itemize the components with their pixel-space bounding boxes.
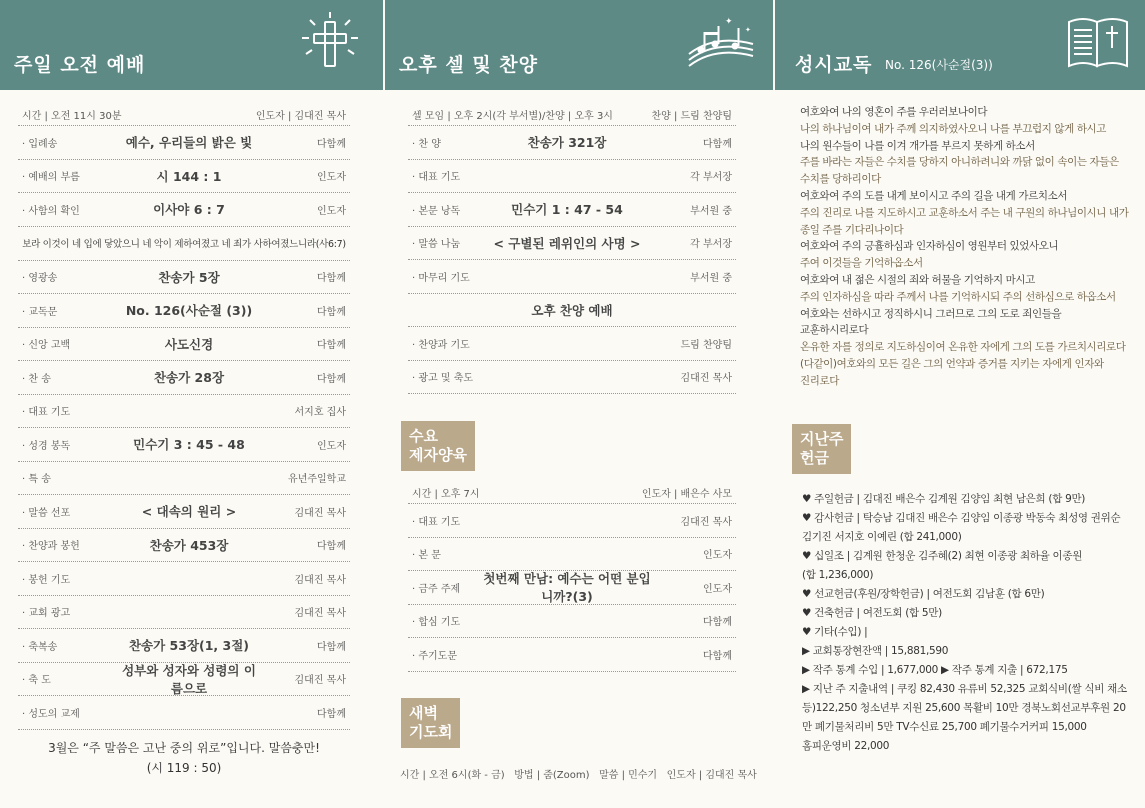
order-person: 다함께 [703,617,732,629]
order-label: · 금주 주제 [412,583,461,595]
order-row [408,260,736,294]
music-notes-icon [685,14,757,74]
offering-line: (합 1,236,000) [802,569,874,581]
service-info [408,104,736,126]
congregation-line: (다같이)여호와의 모든 길은 그의 언약과 증거를 지키는 자에게 인자와 [800,357,1104,370]
order-label: · 영광송 [22,273,58,285]
order-row [408,504,736,538]
order-row [18,361,350,395]
offering-line: ♥ 선교헌금(후원/장학헌금) | 여전도회 김남훈 (합 6만) [802,588,1045,600]
congregation-line: 수치를 당하리이다 [800,173,881,186]
subheading-row [408,294,736,328]
order-label: · 말씀 나눔 [412,239,461,251]
leader-line: 교훈하시리로다 [800,324,869,337]
service-time: 시간 | 오전 11시 30분 [22,111,122,122]
order-label: · 축복송 [22,641,58,653]
order-content: 사도신경 [164,336,214,352]
order-person: 김대진 목사 [294,574,346,586]
congregation-line: 주여 이것들을 기억하옵소서 [800,257,923,270]
offering-line: 만 폐기물처리비 5만 TV수신료 25,700 폐기물수거커피 15,000 [802,721,1087,733]
order-row [408,571,736,605]
order-row [18,596,350,630]
leader-line: 여호와는 선하시고 정직하시니 그러므로 그의 도로 죄인들을 [800,307,1062,320]
order-person: 각 부서장 [690,172,732,184]
order-person: 김대진 목사 [680,516,732,528]
order-content: 민수기 3 : 45 - 48 [133,437,245,453]
order-row [18,328,350,362]
wednesday-order [408,472,736,672]
page-title: 오후 셀 및 찬양 [399,54,538,76]
order-person: 부서원 중 [690,205,732,217]
service-leader: 인도자 | 김대진 목사 [255,111,346,122]
monthly-theme-text: 3월은 “주 말씀은 고난 중의 위로”입니다. 말씀충만! [48,740,320,755]
order-row [18,428,350,462]
order-content: 찬송가 453장 [149,537,229,553]
page-title: 성시교독 [795,54,873,76]
order-row [18,529,350,563]
morning-worship-order [18,90,350,778]
order-person: 다함께 [317,708,346,720]
offering-label [792,424,851,474]
order-person: 다함께 [317,306,346,318]
order-person: 다함께 [317,138,346,150]
order-label: · 축 도 [22,675,51,687]
order-content: < 대속의 원리 > [141,504,237,520]
offering-line: ♥ 주일헌금 | 김대진 배은수 김계원 김양임 최현 남은희 (합 9만) [802,493,1086,505]
order-person: 다함께 [317,541,346,553]
service-info [18,104,350,126]
order-content: 성부와 성자와 성령의 이름으로 [122,662,256,696]
congregation-line: 진리로다 [800,374,839,387]
order-person: 인도자 [317,205,346,217]
bible-icon [1065,12,1131,70]
congregation-line: 나의 하나님이여 내가 주께 의지하였사오니 나를 부끄럽지 않게 하시고 [800,122,1107,135]
order-label: · 성경 봉독 [22,440,71,452]
offering-line: ▶ 지난 주 지출내역 | 쿠킹 82,430 유류비 52,325 교회식비(쌀 식비 채소 [802,683,1127,695]
order-label: · 본문 낭독 [412,205,461,217]
order-row [18,462,350,496]
order-content: 예수, 우리들의 밝은 빛 [125,135,253,151]
reading-number: No. 126(사순절(3)) [885,58,993,72]
header-morning-worship [0,0,383,90]
order-content: 찬송가 5장 [158,269,220,285]
offering-line: ▶ 작주 통계 수입 | 1,677,000 ▶ 작주 통계 지출 | 672,175 [802,664,1068,676]
wednesday-label-line1: 수요 [409,427,438,445]
dawn-prayer-label [401,698,460,748]
order-label: · 찬양과 기도 [412,339,470,351]
order-label: · 말씀 선포 [22,507,71,519]
afternoon-service-order [408,90,736,394]
order-row [18,629,350,663]
order-label: · 교독문 [22,306,58,318]
order-label: · 예배의 부름 [22,172,80,184]
svg-text:✦: ✦ [725,17,733,27]
order-row [18,495,350,529]
offering-line: ♥ 기타(수입) | [802,626,868,638]
wednesday-info [408,482,736,504]
order-person: 각 부서장 [690,239,732,251]
order-person: 다함께 [703,650,732,662]
order-label: · 합심 기도 [412,617,461,629]
dawn-label-line2: 기도회 [409,723,453,741]
congregation-line: 주의 진리로 나를 지도하시고 교훈하소서 주는 내 구원의 하나님이시니 내가 [800,206,1129,219]
order-label: · 입례송 [22,138,58,150]
offering-line: 등)122,250 청소년부 지원 25,600 목활비 10만 경북노회선교부후원 20 [802,702,1126,714]
order-row [18,562,350,596]
order-person: 인도자 [703,583,732,595]
order-person: 인도자 [703,550,732,562]
congregation-line: 종일 주를 기다리나이다 [800,223,904,236]
order-label: · 대표 기도 [22,407,71,419]
wednesday-label [401,421,475,471]
order-row [18,261,350,295]
order-label: · 봉헌 기도 [22,574,71,586]
order-row [18,663,350,697]
order-person: 드림 찬양팀 [680,339,732,351]
order-label: · 사함의 확인 [22,205,80,217]
order-row [408,227,736,261]
order-row [18,395,350,429]
offering-label-line1: 지난주 [800,430,844,448]
offering-line: 홈피운영비 22,000 [802,740,890,752]
page-title: 주일 오전 예배 [14,54,146,76]
order-person: 김대진 목사 [294,507,346,519]
order-person: 다함께 [317,641,346,653]
wednesday-leader: 인도자 | 배은수 사모 [641,489,732,500]
order-content: 이사야 6 : 7 [153,202,225,218]
order-person: 서지호 집사 [294,407,346,419]
header-afternoon-cell [385,0,773,90]
order-person: 다함께 [317,273,346,285]
order-label: · 교회 광고 [22,608,71,620]
cross-icon [298,10,362,74]
order-label: · 광고 및 축도 [412,373,474,385]
order-content: 찬송가 53장(1, 3절) [128,638,250,654]
order-content: 시 144 : 1 [156,168,222,184]
svg-text:✦: ✦ [745,26,751,34]
order-label: · 본 문 [412,550,441,562]
congregation-line: 온유한 자를 정의로 지도하심이여 온유한 자에게 그의 도를 가르치시리로다 [800,341,1126,354]
leader-line: 여호와여 나의 영혼이 주를 우러러보나이다 [800,106,988,118]
order-label: · 주기도문 [412,650,457,662]
order-label: · 신앙 고백 [22,340,71,352]
order-person: 유년주일학교 [288,474,346,486]
order-row [408,193,736,227]
offering-line: ♥ 건축헌금 | 여전도회 (합 5만) [802,607,942,619]
wednesday-label-line2: 제자양육 [409,446,467,464]
wednesday-time: 시간 | 오후 7시 [412,489,480,500]
order-row [18,160,350,194]
monthly-theme-ref: (시 119 : 50) [146,760,222,775]
order-person: 김대진 목사 [294,675,346,687]
order-person: 다함께 [703,138,732,150]
order-label: · 찬 양 [412,138,441,150]
order-row [408,361,736,395]
order-person: 김대진 목사 [680,373,732,385]
order-row [18,193,350,227]
order-row [408,327,736,361]
leader-line: 나의 원수들이 나를 이겨 개가를 부르지 못하게 하소서 [800,139,1035,152]
order-label: · 찬양과 봉헌 [22,541,80,553]
monthly-theme [18,738,350,778]
order-person: 부서원 중 [690,272,732,284]
order-row [18,294,350,328]
order-label: · 특 송 [22,474,51,486]
order-row [18,696,350,730]
header-responsive-reading [775,0,1145,90]
offering-line: ♥ 감사헌금 | 탁승남 김대진 배은수 김양임 이종광 박동숙 최성영 권위순 [802,512,1121,524]
order-label: · 대표 기도 [412,172,461,184]
service-leader: 찬양 | 드림 찬양팀 [651,111,732,122]
order-person: 인도자 [317,440,346,452]
dawn-label-line1: 새벽 [409,704,438,722]
order-person: 다함께 [317,340,346,352]
offering-list [802,490,1137,756]
order-row [18,126,350,160]
scripture-verse: 보라 이것이 네 입에 닿았으니 네 악이 제하여졌고 네 죄가 사하여졌느니라(사6:7) [18,227,350,261]
order-content: No. 126(사순절 (3)) [125,303,253,319]
responsive-reading [800,90,1135,390]
offering-line: ▶ 교회통장현잔액 | 15,881,590 [802,645,949,657]
offering-line: 김기진 서지호 이예린 (합 241,000) [802,531,962,543]
order-row [408,160,736,194]
order-content: 찬송가 321장 [527,135,607,151]
order-person: 인도자 [317,172,346,184]
order-row [408,638,736,672]
order-row [408,538,736,572]
congregation-line: 주를 바라는 자들은 수치를 당하지 아니하려니와 까닭 없이 속이는 자들은 [800,156,1119,169]
psalm-text [800,104,1135,390]
offering-label-line2: 헌금 [800,449,829,467]
subheading: 오후 찬양 예배 [531,302,613,318]
order-label: · 마무리 기도 [412,272,470,284]
dawn-info: 시간 | 오전 6시(화 - 금) 방법 | 줌(Zoom) 말씀 | 민수기 인도자 | 김대진 목사 [400,770,757,781]
order-content: 민수기 1 : 47 - 54 [511,202,623,218]
leader-line: 여호와여 주의 도를 내게 보이시고 주의 길을 내게 가르치소서 [800,189,1068,202]
order-row [408,605,736,639]
leader-line: 여호와여 내 젊은 시절의 죄와 허물을 기억하지 마시고 [800,273,1035,286]
order-label: · 대표 기도 [412,516,461,528]
order-person: 다함께 [317,373,346,385]
congregation-line: 주의 인자하심을 따라 주께서 나를 기억하시되 주의 선하심으로 하옵소서 [800,290,1116,303]
order-content: 첫번째 만남: 예수는 어떤 분입니까?(3) [483,571,651,605]
offering-line: ♥ 십일조 | 김계원 한청운 김주혜(2) 최현 이종광 최하율 이종원 [802,550,1083,562]
order-content: < 구별된 레위인의 사명 > [493,235,641,251]
order-person: 김대진 목사 [294,608,346,620]
order-row [408,126,736,160]
order-content: 찬송가 28장 [153,370,225,386]
order-label: · 찬 송 [22,373,51,385]
order-label: · 성도의 교제 [22,708,80,720]
service-time: 셀 모임 | 오후 2시(각 부서별)/찬양 | 오후 3시 [412,111,613,122]
leader-line: 여호와여 주의 긍휼하심과 인자하심이 영원부터 있었사오니 [800,240,1059,253]
